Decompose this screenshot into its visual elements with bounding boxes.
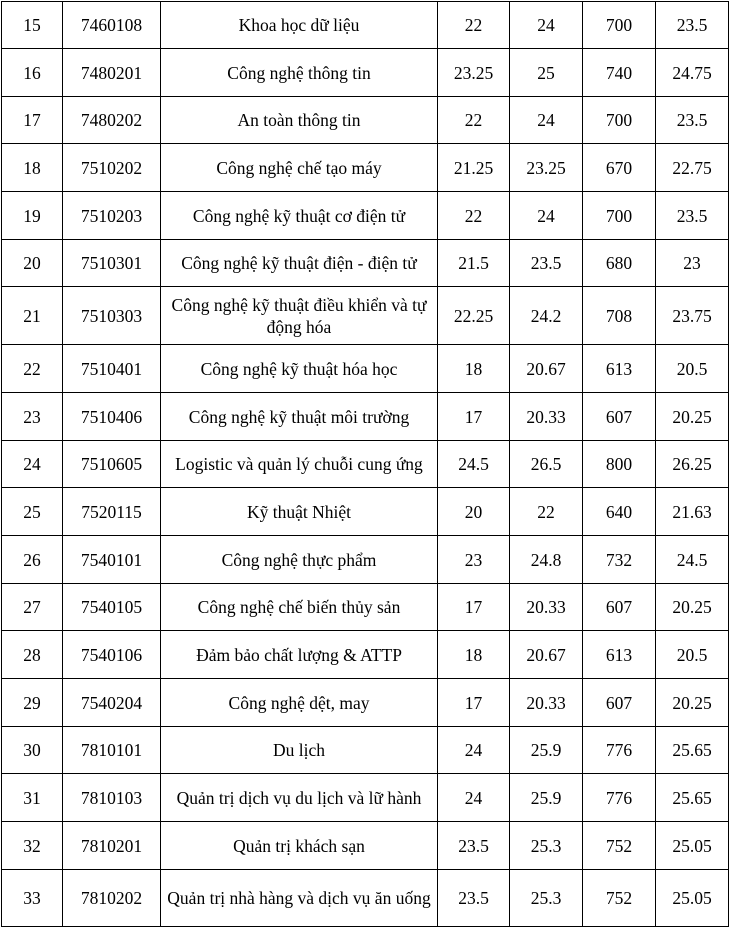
- major-name-cell: Du lịch: [161, 727, 438, 774]
- score-c-cell: 607: [583, 393, 656, 441]
- score-d-cell: 23.5: [656, 97, 729, 144]
- major-name-cell: Quản trị nhà hàng và dịch vụ ăn uống: [161, 870, 438, 927]
- table-row: [2, 822, 729, 870]
- score-a-cell: 17: [438, 679, 510, 727]
- score-b-cell: 24: [510, 192, 583, 240]
- score-c-cell: 670: [583, 144, 656, 192]
- row-number-cell: 21: [2, 287, 63, 345]
- table-row: [2, 870, 729, 927]
- score-a-cell: 18: [438, 345, 510, 393]
- score-d-cell: 25.05: [656, 822, 729, 870]
- table-row: [2, 287, 729, 345]
- major-code-cell: 7510202: [63, 144, 161, 192]
- major-name-cell: Quản trị khách sạn: [161, 822, 438, 870]
- major-code-cell: 7810202: [63, 870, 161, 927]
- score-b-cell: 25.9: [510, 727, 583, 774]
- major-name-cell: Công nghệ chế biến thủy sản: [161, 584, 438, 631]
- score-c-cell: 752: [583, 870, 656, 927]
- major-name-cell: Kỹ thuật Nhiệt: [161, 488, 438, 536]
- score-d-cell: 24.75: [656, 49, 729, 97]
- table-row: [2, 536, 729, 584]
- score-a-cell: 22: [438, 97, 510, 144]
- major-code-cell: 7510605: [63, 441, 161, 488]
- score-c-cell: 613: [583, 345, 656, 393]
- score-a-cell: 22: [438, 2, 510, 49]
- major-name-cell: Công nghệ thực phẩm: [161, 536, 438, 584]
- row-number-cell: 20: [2, 240, 63, 287]
- score-a-cell: 24: [438, 727, 510, 774]
- table-row: [2, 393, 729, 441]
- major-code-cell: 7510203: [63, 192, 161, 240]
- row-number-cell: 31: [2, 774, 63, 822]
- score-b-cell: 22: [510, 488, 583, 536]
- major-name-cell: Công nghệ kỹ thuật điều khiển và tự động hóa: [161, 287, 438, 345]
- score-b-cell: 25: [510, 49, 583, 97]
- table-row: [2, 240, 729, 287]
- major-code-cell: 7810101: [63, 727, 161, 774]
- score-d-cell: 25.65: [656, 727, 729, 774]
- score-a-cell: 23.5: [438, 870, 510, 927]
- score-c-cell: 607: [583, 679, 656, 727]
- score-c-cell: 800: [583, 441, 656, 488]
- score-c-cell: 607: [583, 584, 656, 631]
- score-d-cell: 20.5: [656, 345, 729, 393]
- row-number-cell: 29: [2, 679, 63, 727]
- score-a-cell: 21.25: [438, 144, 510, 192]
- score-a-cell: 23.5: [438, 822, 510, 870]
- table-row: [2, 441, 729, 488]
- score-a-cell: 23: [438, 536, 510, 584]
- score-a-cell: 22.25: [438, 287, 510, 345]
- major-name-cell: An toàn thông tin: [161, 97, 438, 144]
- major-code-cell: 7540105: [63, 584, 161, 631]
- row-number-cell: 32: [2, 822, 63, 870]
- score-d-cell: 23: [656, 240, 729, 287]
- major-name-cell: Công nghệ kỹ thuật điện - điện tử: [161, 240, 438, 287]
- score-c-cell: 700: [583, 2, 656, 49]
- score-c-cell: 700: [583, 192, 656, 240]
- major-code-cell: 7810103: [63, 774, 161, 822]
- score-a-cell: 22: [438, 192, 510, 240]
- score-a-cell: 17: [438, 393, 510, 441]
- table-row: [2, 97, 729, 144]
- major-code-cell: 7480202: [63, 97, 161, 144]
- major-name-cell: Khoa học dữ liệu: [161, 2, 438, 49]
- table-row: [2, 488, 729, 536]
- table-row: [2, 584, 729, 631]
- row-number-cell: 30: [2, 727, 63, 774]
- score-d-cell: 23.5: [656, 192, 729, 240]
- table-row: [2, 774, 729, 822]
- score-b-cell: 25.9: [510, 774, 583, 822]
- score-b-cell: 20.33: [510, 393, 583, 441]
- row-number-cell: 33: [2, 870, 63, 927]
- score-d-cell: 25.65: [656, 774, 729, 822]
- score-a-cell: 24: [438, 774, 510, 822]
- row-number-cell: 24: [2, 441, 63, 488]
- score-b-cell: 24: [510, 2, 583, 49]
- major-code-cell: 7540101: [63, 536, 161, 584]
- score-d-cell: 20.25: [656, 584, 729, 631]
- row-number-cell: 19: [2, 192, 63, 240]
- score-d-cell: 23.5: [656, 2, 729, 49]
- table-row: [2, 345, 729, 393]
- score-c-cell: 640: [583, 488, 656, 536]
- row-number-cell: 26: [2, 536, 63, 584]
- score-c-cell: 700: [583, 97, 656, 144]
- major-name-cell: Công nghệ kỹ thuật hóa học: [161, 345, 438, 393]
- major-code-cell: 7520115: [63, 488, 161, 536]
- score-b-cell: 20.33: [510, 679, 583, 727]
- score-d-cell: 21.63: [656, 488, 729, 536]
- score-a-cell: 23.25: [438, 49, 510, 97]
- major-name-cell: Logistic và quản lý chuỗi cung ứng: [161, 441, 438, 488]
- table-body: [2, 2, 729, 927]
- score-a-cell: 20: [438, 488, 510, 536]
- score-c-cell: 752: [583, 822, 656, 870]
- row-number-cell: 18: [2, 144, 63, 192]
- major-name-cell: Đảm bảo chất lượng & ATTP: [161, 631, 438, 679]
- score-c-cell: 613: [583, 631, 656, 679]
- score-c-cell: 680: [583, 240, 656, 287]
- score-d-cell: 20.25: [656, 393, 729, 441]
- score-d-cell: 26.25: [656, 441, 729, 488]
- row-number-cell: 28: [2, 631, 63, 679]
- major-code-cell: 7510301: [63, 240, 161, 287]
- major-code-cell: 7540204: [63, 679, 161, 727]
- score-b-cell: 24.8: [510, 536, 583, 584]
- table-row: [2, 631, 729, 679]
- table-row: [2, 49, 729, 97]
- major-code-cell: 7510401: [63, 345, 161, 393]
- major-code-cell: 7480201: [63, 49, 161, 97]
- score-b-cell: 25.3: [510, 822, 583, 870]
- score-d-cell: 25.05: [656, 870, 729, 927]
- major-name-cell: Công nghệ kỹ thuật cơ điện tử: [161, 192, 438, 240]
- table-row: [2, 192, 729, 240]
- score-b-cell: 20.67: [510, 631, 583, 679]
- score-a-cell: 24.5: [438, 441, 510, 488]
- table-row: [2, 727, 729, 774]
- admission-score-table: [1, 1, 729, 927]
- row-number-cell: 22: [2, 345, 63, 393]
- score-c-cell: 776: [583, 727, 656, 774]
- score-c-cell: 708: [583, 287, 656, 345]
- major-code-cell: 7460108: [63, 2, 161, 49]
- score-b-cell: 23.5: [510, 240, 583, 287]
- score-a-cell: 18: [438, 631, 510, 679]
- row-number-cell: 25: [2, 488, 63, 536]
- row-number-cell: 17: [2, 97, 63, 144]
- major-code-cell: 7510406: [63, 393, 161, 441]
- table-row: [2, 679, 729, 727]
- score-a-cell: 17: [438, 584, 510, 631]
- score-b-cell: 24.2: [510, 287, 583, 345]
- score-d-cell: 20.5: [656, 631, 729, 679]
- score-b-cell: 20.67: [510, 345, 583, 393]
- score-c-cell: 732: [583, 536, 656, 584]
- major-name-cell: Công nghệ dệt, may: [161, 679, 438, 727]
- row-number-cell: 23: [2, 393, 63, 441]
- score-d-cell: 20.25: [656, 679, 729, 727]
- major-code-cell: 7540106: [63, 631, 161, 679]
- score-d-cell: 24.5: [656, 536, 729, 584]
- major-code-cell: 7810201: [63, 822, 161, 870]
- major-code-cell: 7510303: [63, 287, 161, 345]
- major-name-cell: Quản trị dịch vụ du lịch và lữ hành: [161, 774, 438, 822]
- major-name-cell: Công nghệ thông tin: [161, 49, 438, 97]
- score-b-cell: 20.33: [510, 584, 583, 631]
- table-row: [2, 2, 729, 49]
- major-name-cell: Công nghệ kỹ thuật môi trường: [161, 393, 438, 441]
- score-d-cell: 22.75: [656, 144, 729, 192]
- score-a-cell: 21.5: [438, 240, 510, 287]
- score-b-cell: 25.3: [510, 870, 583, 927]
- score-b-cell: 26.5: [510, 441, 583, 488]
- row-number-cell: 27: [2, 584, 63, 631]
- score-c-cell: 776: [583, 774, 656, 822]
- table-row: [2, 144, 729, 192]
- score-b-cell: 24: [510, 97, 583, 144]
- row-number-cell: 15: [2, 2, 63, 49]
- major-name-cell: Công nghệ chế tạo máy: [161, 144, 438, 192]
- row-number-cell: 16: [2, 49, 63, 97]
- score-d-cell: 23.75: [656, 287, 729, 345]
- score-b-cell: 23.25: [510, 144, 583, 192]
- score-c-cell: 740: [583, 49, 656, 97]
